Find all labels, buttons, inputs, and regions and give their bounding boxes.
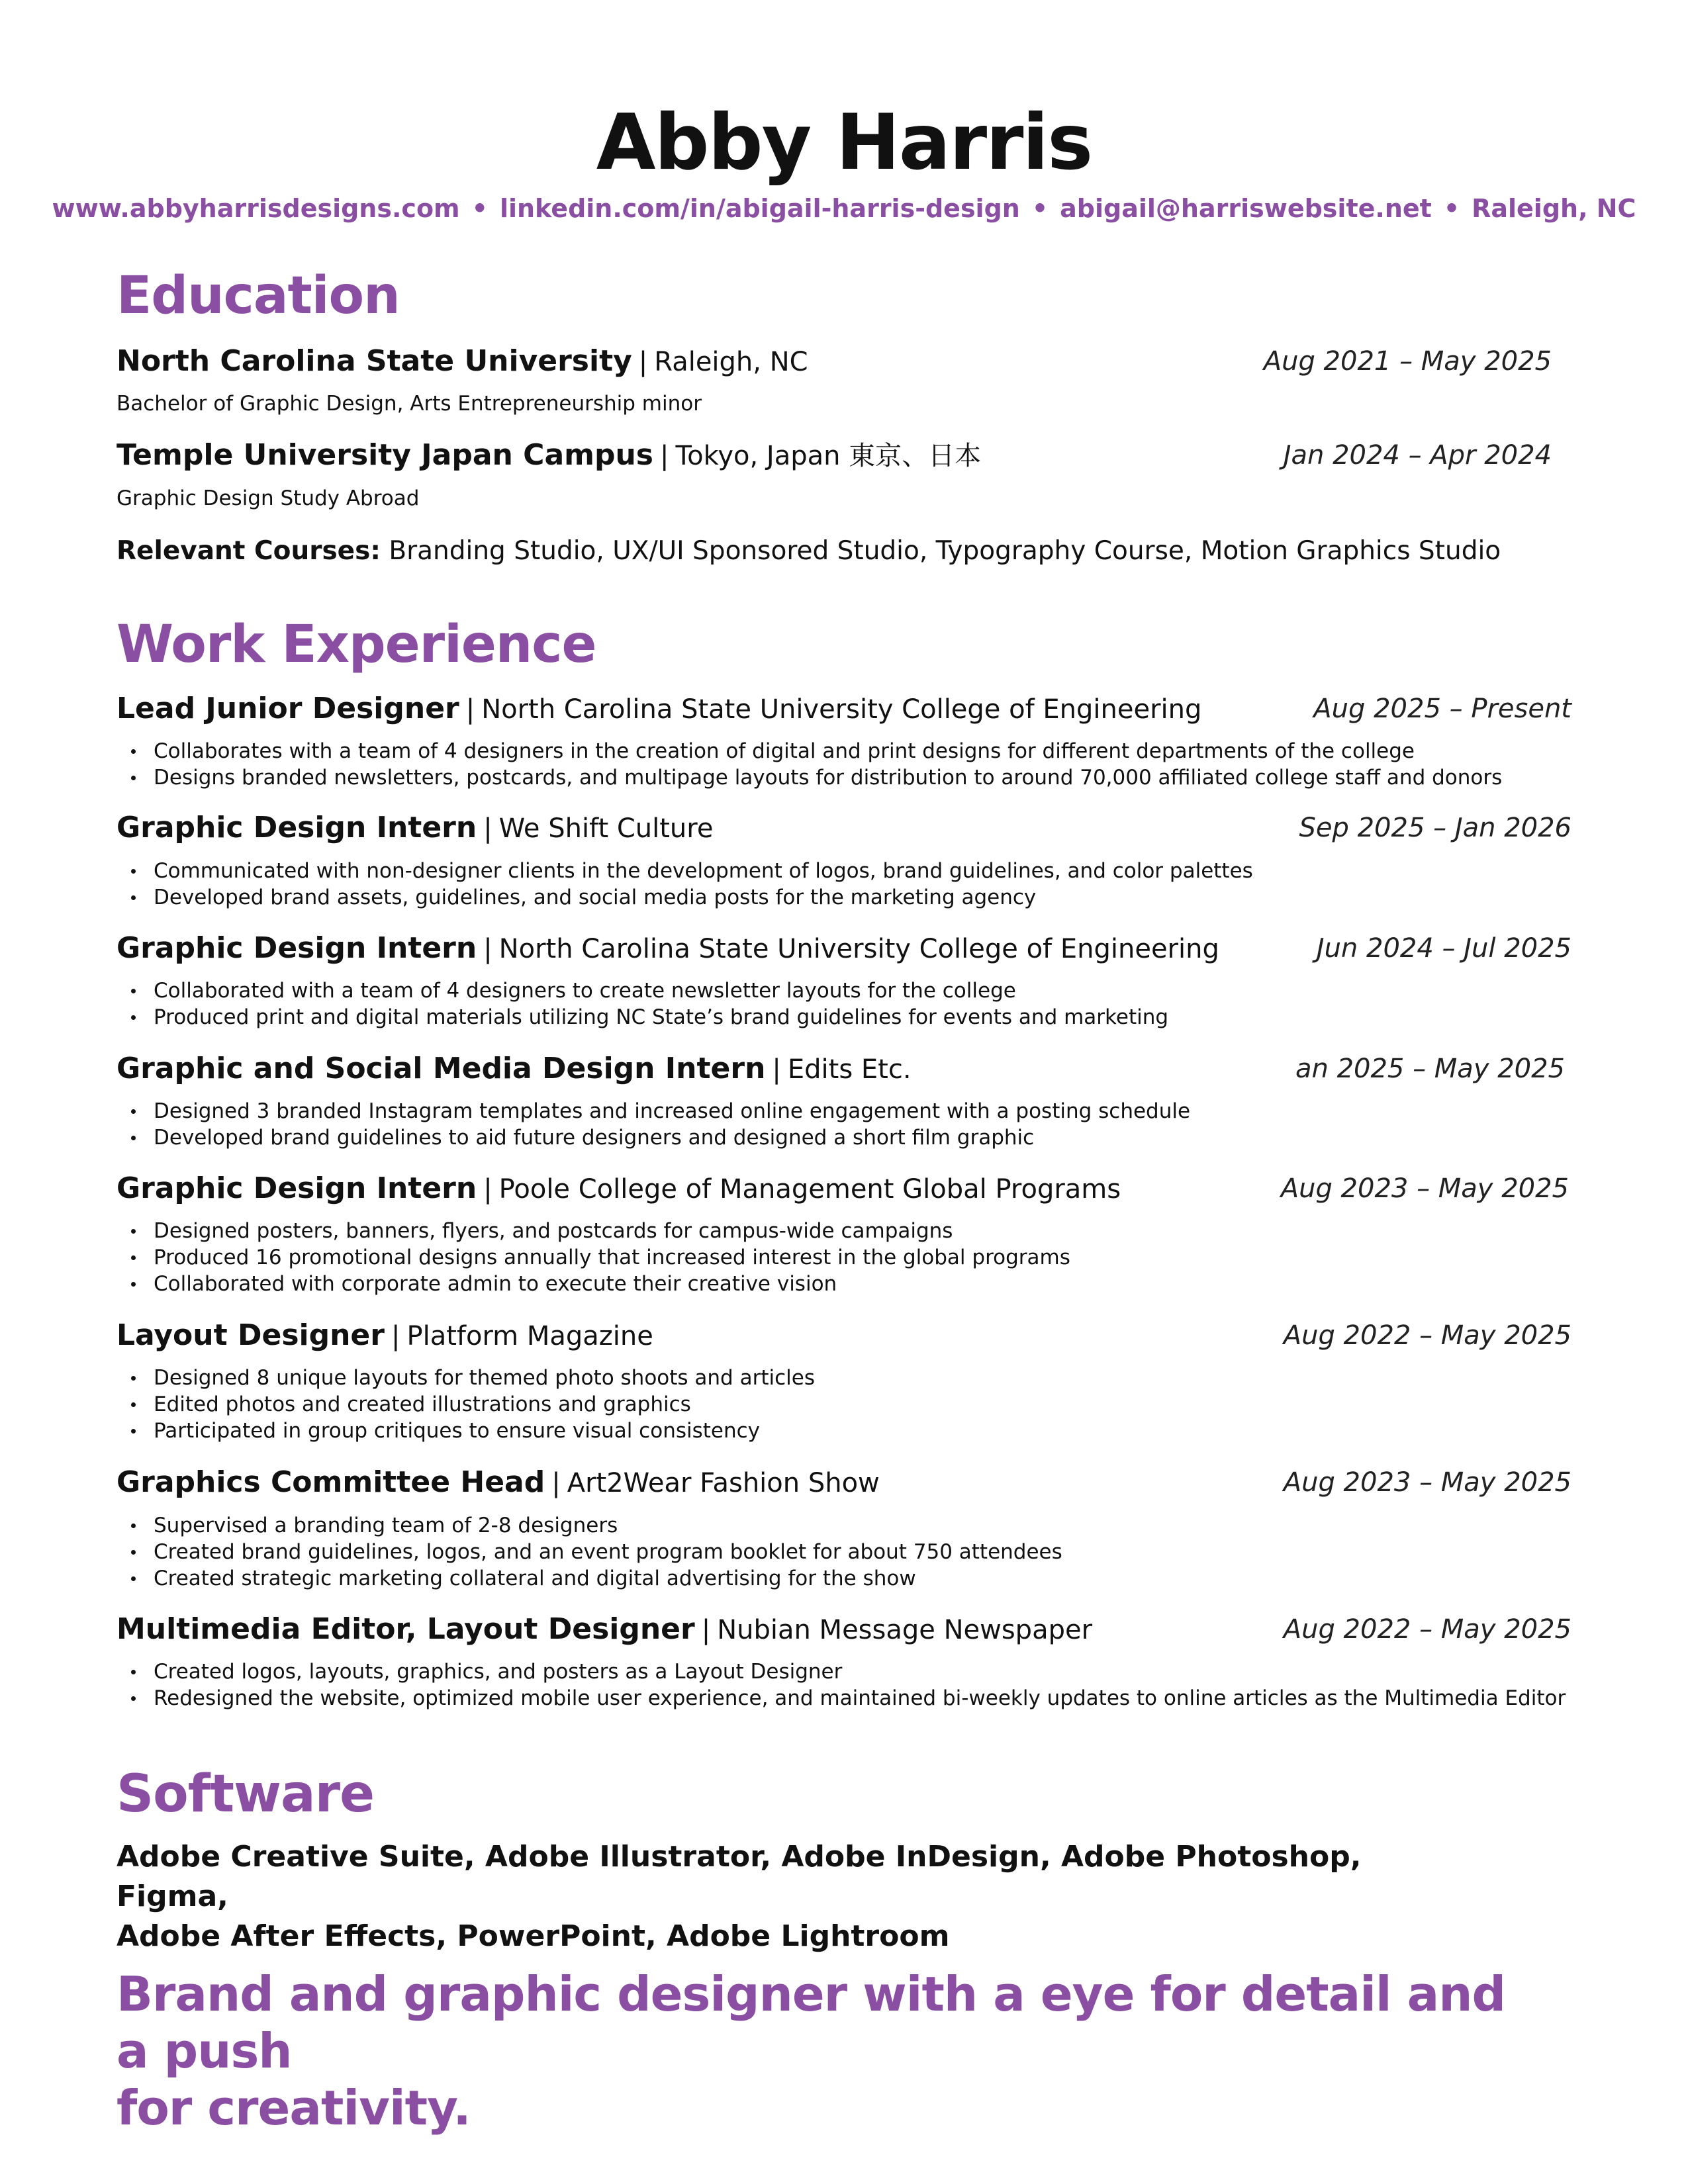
divider: | — [701, 1615, 711, 1645]
divider: | — [772, 1054, 781, 1085]
list-item: Created brand guidelines, logos, and an event program booklet for about 750 attendees — [117, 1539, 1062, 1565]
divider: | — [391, 1321, 400, 1351]
job-entry — [117, 930, 1571, 967]
relevant-courses — [117, 535, 1501, 568]
divider: | — [483, 813, 492, 844]
list-item: Communicated with non-designer clients in the development of logos, brand guidelines, and color palettes — [117, 858, 1253, 884]
list-item: Developed brand assets, guidelines, and social media posts for the marketing agency — [117, 884, 1253, 911]
list-item: Edited photos and created illustrations and graphics — [117, 1391, 815, 1418]
courses-list: Branding Studio, UX/UI Sponsored Studio, Typography Course, Motion Graphics Studio — [389, 536, 1501, 566]
divider: | — [483, 1174, 492, 1205]
list-item: Designs branded newsletters, postcards, and multipage layouts for distribution to around 70,000 affiliated college staff and donors — [117, 764, 1502, 791]
separator-dot: • — [471, 194, 488, 223]
list-item: Produced print and digital materials utilizing NC State’s brand guidelines for events and marketing — [117, 1004, 1168, 1030]
school-name: North Carolina State University — [117, 344, 632, 378]
software-line: Adobe After Effects, PowerPoint, Adobe Lightroom — [117, 1919, 950, 1953]
divider: | — [465, 694, 475, 725]
job-org: Art2Wear Fashion Show — [567, 1468, 880, 1498]
work-experience-heading: Work Experience — [117, 615, 596, 674]
website-link[interactable]: www.abbyharrisdesigns.com — [52, 194, 460, 223]
page-title: Abby Harris — [596, 98, 1092, 187]
entry-dates: an 2025 – May 2025 — [1295, 1054, 1565, 1084]
school-location: Tokyo, Japan 東京、日本 — [675, 441, 982, 471]
courses-label: Relevant Courses: — [117, 536, 381, 566]
job-role: Graphic Design Intern — [117, 811, 477, 844]
list-item: Created logos, layouts, graphics, and posters as a Layout Designer — [117, 1659, 1566, 1685]
contact-line — [0, 196, 1688, 221]
tagline-line: Brand and graphic designer with a eye for detail and a push — [117, 1966, 1506, 2079]
job-role: Lead Junior Designer — [117, 692, 459, 725]
divider: | — [551, 1468, 561, 1498]
school-location: Raleigh, NC — [654, 347, 808, 377]
entry-dates: Aug 2021 – May 2025 — [1263, 346, 1552, 377]
tagline — [117, 1966, 1540, 2136]
job-org: North Carolina State University College of Engineering — [481, 694, 1202, 725]
job-org: Nubian Message Newspaper — [717, 1615, 1093, 1645]
job-role: Graphic Design Intern — [117, 1171, 477, 1205]
job-org: We Shift Culture — [498, 813, 714, 844]
list-item: Developed brand guidelines to aid future designers and designed a short film graphic — [117, 1124, 1190, 1151]
list-item: Designed 3 branded Instagram templates and increased online engagement with a posting schedule — [117, 1098, 1190, 1124]
list-item: Collaborated with corporate admin to execute their creative vision — [117, 1271, 1070, 1297]
job-org: Edits Etc. — [787, 1054, 912, 1085]
job-bullets — [117, 858, 1253, 911]
job-bullets — [117, 1512, 1062, 1592]
entry-dates: Jan 2024 – Apr 2024 — [1283, 440, 1552, 471]
entry-dates: Sep 2025 – Jan 2026 — [1299, 813, 1571, 843]
job-bullets — [117, 738, 1502, 791]
job-org: Platform Magazine — [406, 1321, 653, 1351]
job-bullets — [117, 1659, 1566, 1711]
job-bullets — [117, 1218, 1070, 1297]
job-bullets — [117, 1365, 815, 1444]
software-line: Adobe Creative Suite, Adobe Illustrator, Adobe InDesign, Adobe Photoshop, Figma, — [117, 1840, 1362, 1913]
job-entry — [117, 1170, 1571, 1207]
job-entry — [117, 809, 1571, 846]
degree-detail: Bachelor of Graphic Design, Arts Entrepreneurship minor — [117, 392, 702, 416]
job-org: Poole College of Management Global Programs — [498, 1174, 1121, 1205]
education-heading: Education — [117, 266, 400, 326]
list-item: Produced 16 promotional designs annually that increased interest in the global programs — [117, 1244, 1070, 1271]
entry-dates: Aug 2023 – May 2025 — [1280, 1173, 1569, 1204]
location-text: Raleigh, NC — [1472, 194, 1636, 223]
job-org: North Carolina State University College of Engineering — [498, 934, 1219, 964]
list-item: Designed 8 unique layouts for themed photo shoots and articles — [117, 1365, 815, 1391]
list-item: Collaborated with a team of 4 designers to create newsletter layouts for the college — [117, 978, 1168, 1004]
divider: | — [638, 347, 648, 377]
job-role: Multimedia Editor, Layout Designer — [117, 1612, 695, 1646]
job-entry — [117, 1464, 1571, 1501]
entry-dates: Aug 2025 – Present — [1313, 694, 1571, 724]
tagline-line: for creativity. — [117, 2080, 471, 2136]
list-item: Supervised a branding team of 2-8 designers — [117, 1512, 1062, 1539]
job-role: Graphic Design Intern — [117, 931, 477, 965]
job-entry — [117, 1611, 1571, 1648]
linkedin-link[interactable]: linkedin.com/in/abigail-harris-design — [499, 194, 1020, 223]
degree-detail: Graphic Design Study Abroad — [117, 486, 420, 510]
education-entry — [117, 437, 1571, 474]
software-heading: Software — [117, 1764, 375, 1824]
entry-dates: Aug 2022 – May 2025 — [1283, 1614, 1571, 1645]
divider: | — [483, 934, 492, 964]
job-bullets — [117, 1098, 1190, 1151]
list-item: Collaborates with a team of 4 designers in the creation of digital and print designs for different departments of the college — [117, 738, 1502, 764]
list-item: Designed posters, banners, flyers, and postcards for campus-wide campaigns — [117, 1218, 1070, 1244]
job-role: Graphics Committee Head — [117, 1465, 545, 1499]
job-entry — [117, 690, 1571, 727]
entry-dates: Jun 2024 – Jul 2025 — [1316, 933, 1571, 964]
software-list — [117, 1837, 1440, 1956]
entry-dates: Aug 2023 – May 2025 — [1283, 1467, 1571, 1498]
email-link[interactable]: abigail@harriswebsite.net — [1060, 194, 1432, 223]
separator-dot: • — [1443, 194, 1460, 223]
divider: | — [660, 441, 669, 471]
list-item: Redesigned the website, optimized mobile user experience, and maintained bi-weekly updates to online articles as the Multimedia Editor — [117, 1685, 1566, 1711]
separator-dot: • — [1031, 194, 1049, 223]
job-role: Graphic and Social Media Design Intern — [117, 1052, 766, 1085]
job-bullets — [117, 978, 1168, 1030]
education-entry — [117, 343, 1571, 380]
job-entry — [117, 1050, 1571, 1087]
list-item: Created strategic marketing collateral and digital advertising for the show — [117, 1565, 1062, 1592]
school-name: Temple University Japan Campus — [117, 438, 653, 472]
entry-dates: Aug 2022 – May 2025 — [1283, 1320, 1571, 1351]
list-item: Participated in group critiques to ensure visual consistency — [117, 1418, 815, 1444]
job-role: Layout Designer — [117, 1318, 385, 1352]
job-entry — [117, 1317, 1571, 1354]
